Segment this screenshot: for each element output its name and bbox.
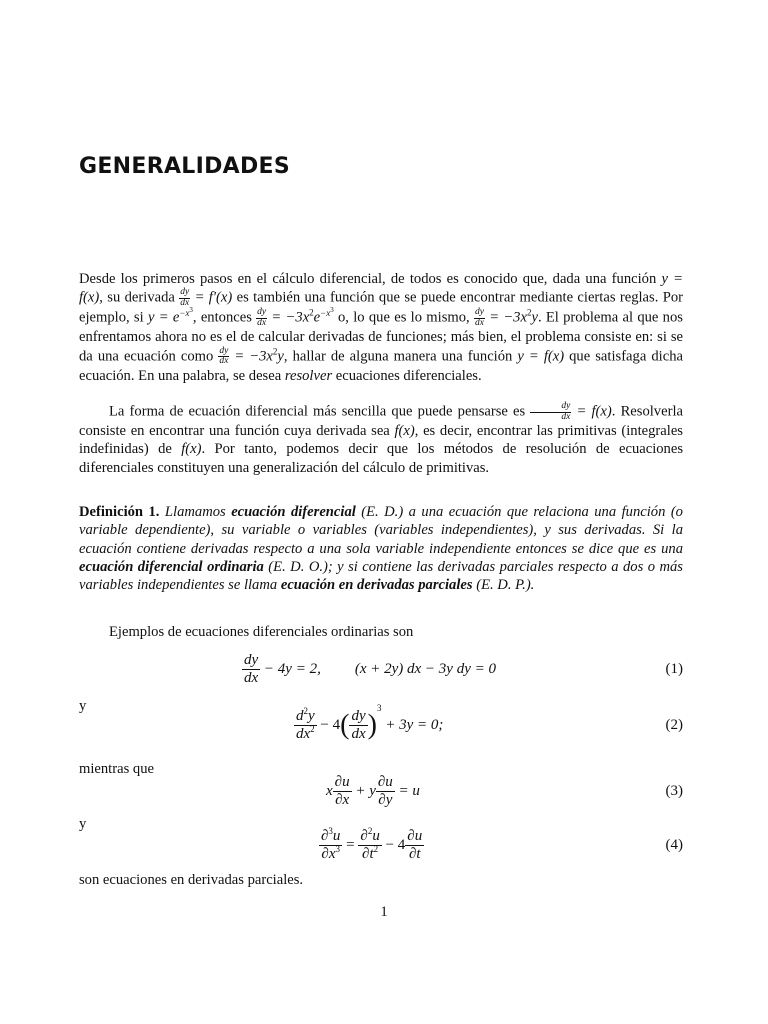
equation-1: $\frac{dy}{dx}$ − 4y = 2, (x + 2y) dx − 3y dy = 0 (1)	[244, 652, 683, 686]
primitives-paragraph: La forma de ecuación diferencial más sencilla que puede pensarse es $\frac{dy}{dx}$ = f(x). Resolverla consiste en encontrar una función cuya derivada sea f(x), es decir, encontrar las primitivas (integrales indefinidas) de f(x). Por tanto, podemos decir que los métodos de resolución de ecuaciones diferenciales constituyen una generalización del cálculo de primitivas.	[79, 401, 684, 476]
equation-number: (1)	[665, 661, 683, 677]
equation-4: $\frac{\partial^3u}{\partial x^3}$ = $\frac{\partial^2u}{\partial t^2}$ − 4 $\frac{\partial u}{\partial t}$ (4)	[321, 826, 683, 862]
equation-number: (3)	[665, 783, 683, 799]
dy-dx-fraction: $\frac{dy}{dx}$	[180, 287, 190, 308]
page-title: GENERALIDADES	[79, 154, 291, 179]
equation-3: x $\frac{\partial u}{\partial x}$ + y $\frac{\partial u}{\partial y}$ = u (3)	[326, 774, 683, 808]
closing-sentence: son ecuaciones en derivadas parciales.	[79, 872, 304, 888]
examples-intro: Ejemplos de ecuaciones diferenciales ordinarias son	[109, 624, 414, 640]
page-number: 1	[380, 904, 388, 920]
connector-y: y	[79, 698, 87, 714]
equation-number: (2)	[665, 717, 683, 734]
intro-paragraph: Desde los primeros pasos en el cálculo diferencial, de todos es conocido que, dada una función y = f(x), su derivada $\frac{dy}{dx}$ = f′(x) es también una función que se puede encontrar mediante ciertas reglas. Por ejemplo, si $y = e^{-x^3}$, entonces $\frac{dy}{dx}$ = $-3x^2e^{-x^3}$ o, lo que es lo mismo, $\frac{dy}{dx}$ = $-3x^2y$. El problema al que nos enfrentamos ahora no es el de calcular derivadas de funciones; más bien, el problema consiste en: si se da una ecuación como $\frac{dy}{dx}$ = $-3x^2y$, hallar de alguna manera una función y = f(x) que satisfaga dicha ecuación. En una palabra, se desea resolver ecuaciones diferenciales.	[79, 271, 683, 384]
definition-block: Definición 1. Llamamos ecuación diferencial (E. D.) a una ecuación que relaciona una función (o variable dependiente), su variable o variables (variables independientes), y sus derivadas. Si la ecuación contiene derivadas respecto a una sola variable independiente entonces se dice que es una ecuación diferencial ordinaria (E. D. O.); y si contiene las derivadas parciales respecto a dos o más variables independientes se llama ecuación en derivadas parciales (E. D. P.).	[79, 504, 683, 594]
connector-mientras-que: mientras que	[79, 761, 154, 777]
connector-y: y	[79, 816, 87, 832]
equation-2: $\frac{d^2y}{dx^2}$ − 4( $\frac{dy}{dx}$ )$^3$ + 3y = 0; (2)	[296, 703, 683, 743]
definition-label: Definición 1.	[79, 504, 160, 520]
equation-number: (4)	[665, 837, 683, 853]
